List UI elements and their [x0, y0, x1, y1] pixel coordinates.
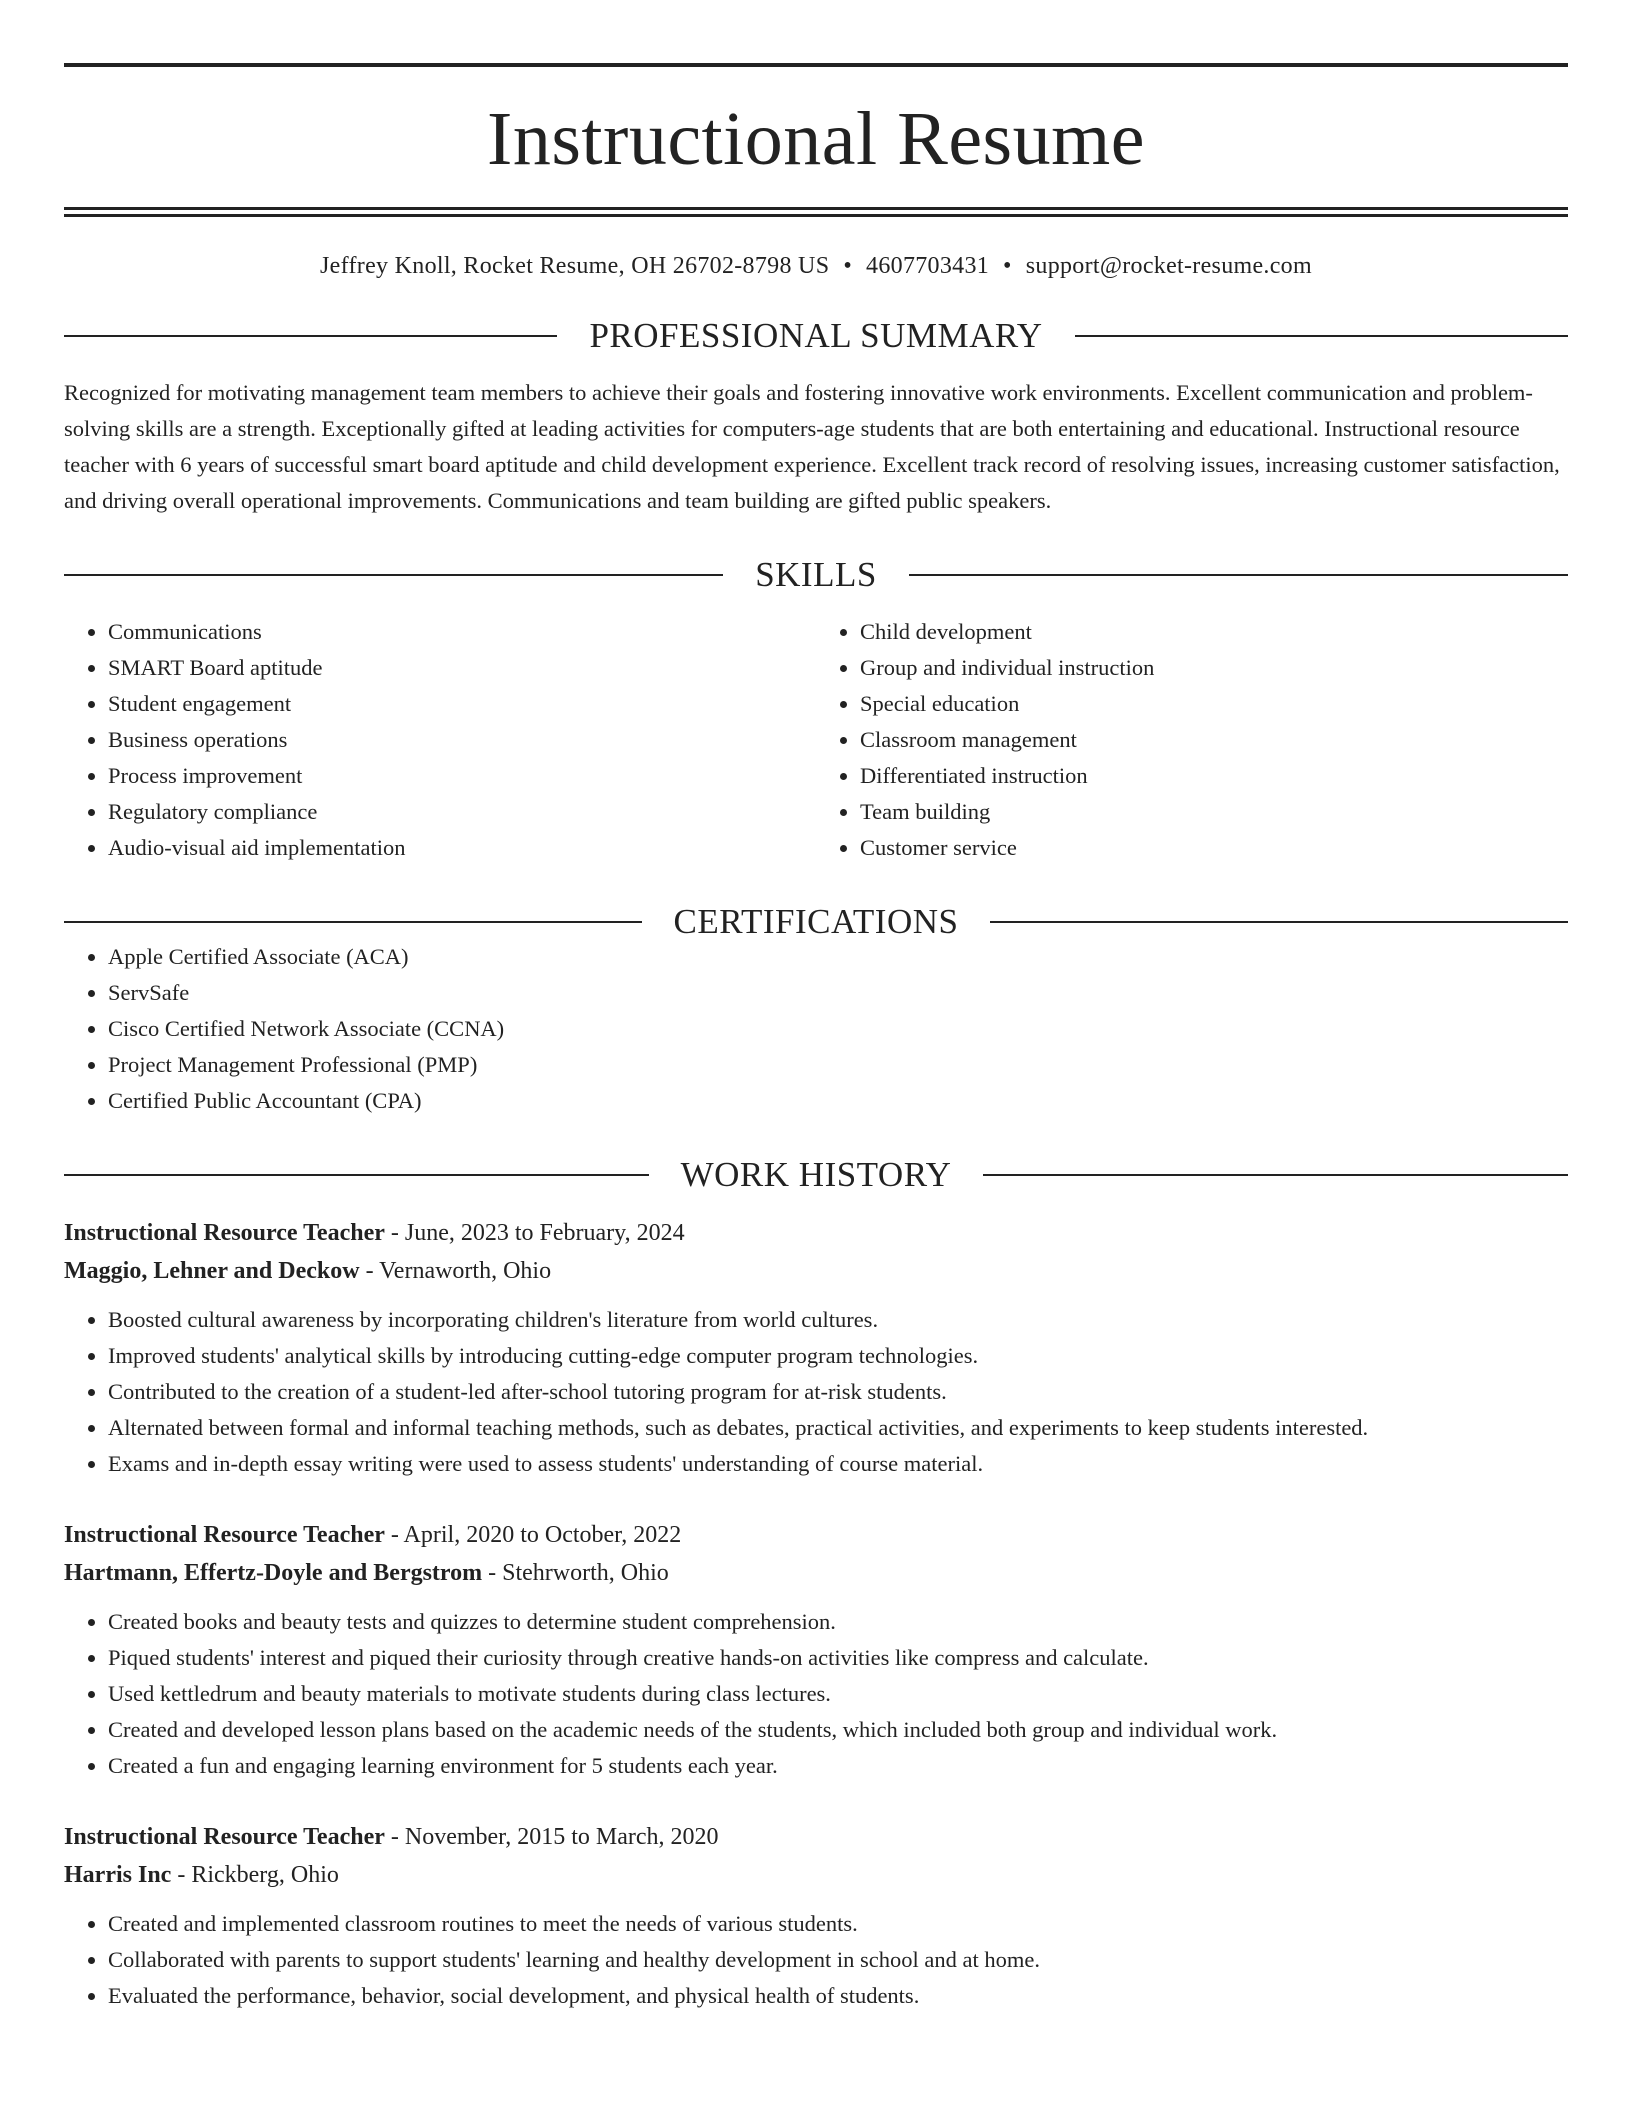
skills-list-right	[816, 614, 1568, 866]
job-title: Instructional Resource Teacher	[64, 1220, 385, 1246]
heading-rule	[990, 921, 1568, 923]
job-location: - Rickberg, Ohio	[171, 1862, 339, 1888]
skill-item: • Process improvement	[108, 758, 816, 794]
contact-address: Jeffrey Knoll, Rocket Resume, OH 26702-8798 US	[320, 253, 830, 279]
job-title-line	[64, 1214, 1568, 1252]
contact-email: support@rocket-resume.com	[1025, 253, 1312, 279]
job-dates: - November, 2015 to March, 2020	[384, 1824, 719, 1850]
heading-rule	[64, 921, 642, 923]
certification-item: • Apple Certified Associate (ACA)	[108, 939, 1568, 975]
skill-item: • Differentiated instruction	[860, 758, 1568, 794]
job-bullet: • Exams and in-depth essay writing were used to assess students' understanding of course material.	[108, 1446, 1568, 1482]
skill-item: • Business operations	[108, 722, 816, 758]
skill-item: • Communications	[108, 614, 816, 650]
skill-item: • Customer service	[860, 830, 1568, 866]
top-rule	[64, 63, 1568, 67]
certification-item: • Project Management Professional (PMP)	[108, 1047, 1568, 1083]
job-bullet: • Created books and beauty tests and quizzes to determine student comprehension.	[108, 1604, 1568, 1640]
heading-rule	[64, 574, 723, 576]
job-title: Instructional Resource Teacher	[64, 1824, 385, 1850]
job-entry	[64, 1516, 1568, 1784]
job-title-line	[64, 1818, 1568, 1856]
skill-item: • Group and individual instruction	[860, 650, 1568, 686]
job-bullet: • Collaborated with parents to support students' learning and healthy development in school and at home.	[108, 1942, 1568, 1978]
skill-item: • Audio-visual aid implementation	[108, 830, 816, 866]
job-title: Instructional Resource Teacher	[64, 1522, 385, 1548]
heading-rule	[64, 335, 557, 337]
job-bullet: • Improved students' analytical skills by introducing cutting-edge computer program technologies.	[108, 1338, 1568, 1374]
skill-item: • Child development	[860, 614, 1568, 650]
heading-rule	[983, 1174, 1568, 1176]
section-heading-label: CERTIFICATIONS	[673, 902, 959, 941]
heading-rule	[1075, 335, 1568, 337]
skill-item: • Special education	[860, 686, 1568, 722]
heading-rule	[64, 1174, 649, 1176]
job-location: - Stehrworth, Ohio	[482, 1560, 669, 1586]
job-bullet: • Evaluated the performance, behavior, social development, and physical health of students.	[108, 1978, 1568, 2014]
certifications-list	[64, 939, 1568, 1119]
skill-item: • Student engagement	[108, 686, 816, 722]
section-heading-label: PROFESSIONAL SUMMARY	[589, 316, 1043, 355]
job-company: Maggio, Lehner and Deckow	[64, 1258, 360, 1284]
professional-summary-text: Recognized for motivating management team members to achieve their goals and fostering innovative work environments. Excellent communication and problem-solving skills are a strength. Exceptionally gifted at leading activities for computers-age students that are both entertaining and educational. Instructional resource teacher with 6 years of successful smart board aptitude and child development experience. Excellent track record of resolving issues, increasing customer satisfaction, and driving overall operational improvements. Communications and team building are gifted public speakers.	[64, 380, 1560, 513]
job-title-line	[64, 1516, 1568, 1554]
section-heading-summary	[64, 318, 1568, 353]
resume-title: Instructional Resume	[487, 97, 1145, 181]
skill-item: • Regulatory compliance	[108, 794, 816, 830]
section-heading-skills	[64, 557, 1568, 592]
job-company: Hartmann, Effertz-Doyle and Bergstrom	[64, 1560, 483, 1586]
job-bullets	[64, 1906, 1568, 2014]
skills-list-left	[64, 614, 816, 866]
job-bullets	[64, 1604, 1568, 1784]
job-bullet: • Created and implemented classroom routines to meet the needs of various students.	[108, 1906, 1568, 1942]
contact-phone: 4607703431	[866, 253, 990, 279]
job-dates: - April, 2020 to October, 2022	[384, 1522, 682, 1548]
skill-item: • SMART Board aptitude	[108, 650, 816, 686]
skills-columns	[64, 614, 1568, 866]
job-entry	[64, 1214, 1568, 1482]
job-entry	[64, 1818, 1568, 2014]
section-heading-label: WORK HISTORY	[680, 1155, 952, 1194]
section-heading-certifications	[64, 904, 1568, 939]
certification-item: • ServSafe	[108, 975, 1568, 1011]
job-company-line	[64, 1554, 1568, 1592]
section-heading-work-history	[64, 1157, 1568, 1192]
job-bullet: • Boosted cultural awareness by incorporating children's literature from world cultures.	[108, 1302, 1568, 1338]
job-bullet: • Created and developed lesson plans based on the academic needs of the students, which included both group and individual work.	[108, 1712, 1568, 1748]
certification-item: • Certified Public Accountant (CPA)	[108, 1083, 1568, 1119]
job-location: - Vernaworth, Ohio	[359, 1258, 552, 1284]
job-bullet: • Used kettledrum and beauty materials to motivate students during class lectures.	[108, 1676, 1568, 1712]
contact-separator: •	[1003, 253, 1012, 279]
contact-separator: •	[843, 253, 853, 279]
job-dates: - June, 2023 to February, 2024	[384, 1220, 685, 1246]
job-company-line	[64, 1856, 1568, 1894]
job-company: Harris Inc	[64, 1862, 172, 1888]
job-company-line	[64, 1252, 1568, 1290]
contact-line	[64, 253, 1568, 280]
title-double-rule	[64, 207, 1568, 217]
job-bullet: • Contributed to the creation of a student-led after-school tutoring program for at-risk students.	[108, 1374, 1568, 1410]
job-bullets	[64, 1302, 1568, 1482]
skill-item: • Team building	[860, 794, 1568, 830]
certification-item: • Cisco Certified Network Associate (CCNA)	[108, 1011, 1568, 1047]
job-bullet: • Created a fun and engaging learning environment for 5 students each year.	[108, 1748, 1568, 1784]
heading-rule	[909, 574, 1568, 576]
skill-item: • Classroom management	[860, 722, 1568, 758]
job-bullet: • Piqued students' interest and piqued their curiosity through creative hands-on activities like compress and calculate.	[108, 1640, 1568, 1676]
section-heading-label: SKILLS	[755, 555, 877, 594]
job-bullet: • Alternated between formal and informal teaching methods, such as debates, practical activities, and experiments to keep students interested.	[108, 1410, 1568, 1446]
